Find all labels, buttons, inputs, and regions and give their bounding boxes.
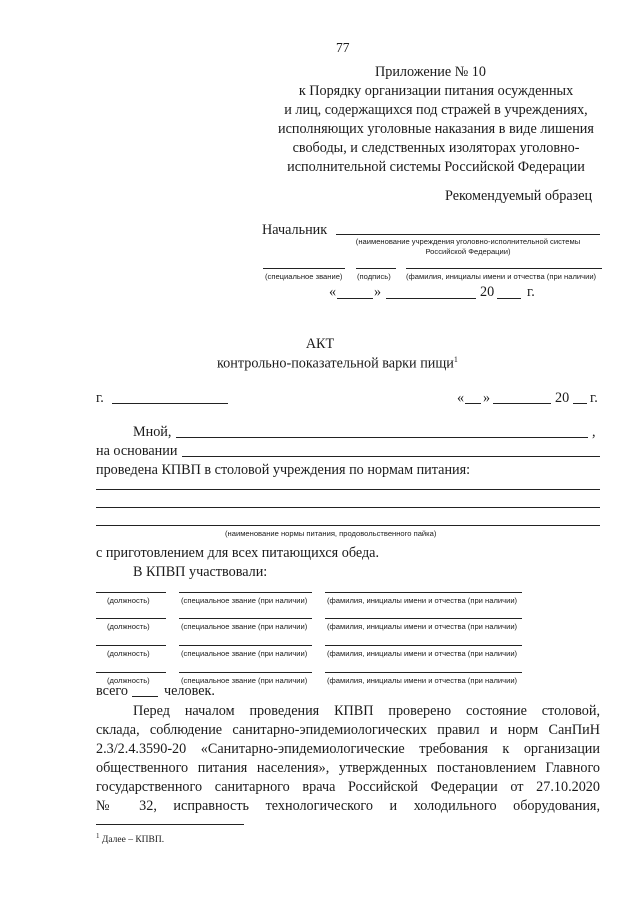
norm-line-3 [96, 525, 600, 526]
position-line [96, 592, 166, 593]
name-hint: (фамилия, инициалы имени и отчества (при наличии) [327, 622, 518, 631]
norm-line-1 [96, 489, 600, 490]
day-line [465, 403, 481, 404]
rank-line [179, 618, 312, 619]
paragraph-line-1: Перед началом проведения КПВП проверено состояние столовой, [133, 703, 600, 719]
total-suffix: человек. [164, 683, 215, 699]
cooking-text: с приготовлением для всех питающихся обеда. [96, 545, 380, 561]
approval-date-close: » [374, 284, 382, 300]
institution-hint-2: Российской Федерации) [425, 247, 511, 256]
rank-hint: (специальное звание (при наличии) [181, 649, 308, 658]
act-subtitle-text: контрольно-показательной варки пищи [217, 355, 454, 372]
date-close: » [483, 390, 491, 406]
name-hint: (фамилия, инициалы имени и отчества (при наличии) [327, 676, 518, 685]
page-number: 77 [336, 40, 350, 55]
by-me-label: Мной, [133, 424, 172, 440]
rank-line [179, 592, 312, 593]
appendix-title: Приложение № 10 [375, 64, 486, 80]
rank-hint: (специальное звание) [265, 272, 343, 281]
chief-label: Начальник [262, 222, 328, 238]
conducted-text: проведена КПВП в столовой учреждения по нормам питания: [96, 462, 471, 478]
position-hint: (должность) [107, 622, 150, 631]
norm-line-2 [96, 507, 600, 508]
date-open: « [457, 390, 465, 406]
appendix-line-3: исполняющих уголовные наказания в виде лишения [278, 121, 594, 137]
name-line [325, 645, 522, 646]
appendix-line-5: исполнительной системы Российской Федерации [287, 159, 585, 175]
paragraph-line-6: № 32, исправность технологического и холодильного оборудования, [96, 798, 600, 814]
rank-hint: (специальное звание (при наличии) [181, 596, 308, 605]
approval-year-suffix: г. [527, 284, 535, 300]
recommended-sample: Рекомендуемый образец [445, 188, 593, 204]
paragraph-line-3: 2.3/2.4.3590-20 «Санитарно-эпидемиологические требования к организации [96, 741, 600, 757]
rank-hint: (специальное звание (при наличии) [181, 622, 308, 631]
paragraph-line-5: государственного санитарного врача Российской Федерации от 27.10.2020 [96, 779, 600, 795]
approval-date-open: « [329, 284, 337, 300]
year-prefix: 20 [555, 390, 570, 406]
act-footnote-mark: 1 [453, 355, 458, 364]
basis-line [182, 456, 600, 457]
approval-day-line [337, 298, 373, 299]
footnote-text: Далее – КПВП. [101, 835, 165, 846]
by-me-line [176, 437, 588, 438]
appendix-line-1: к Порядку организации питания осужденных [298, 83, 574, 99]
name-line [325, 618, 522, 619]
position-line [96, 672, 166, 673]
by-me-comma: , [592, 424, 596, 440]
approval-month-line [386, 298, 476, 299]
year-suffix: г. [590, 390, 598, 406]
name-line [325, 672, 522, 673]
footnote-mark: 1 [96, 832, 100, 840]
city-line [112, 403, 228, 404]
name-hint: (фамилия, инициалы имени и отчества (при наличии) [327, 649, 518, 658]
signature-hint: (подпись) [357, 272, 391, 281]
footnote [96, 832, 164, 845]
rank-line [179, 645, 312, 646]
total-prefix: всего [96, 683, 128, 699]
paragraph-line-4: общественного питания населения», утвержденных постановлением Главного [96, 760, 600, 776]
position-hint: (должность) [107, 649, 150, 658]
rank-hint: (специальное звание (при наличии) [181, 676, 308, 685]
city-prefix: г. [96, 390, 104, 406]
position-hint: (должность) [107, 596, 150, 605]
approval-year-prefix: 20 [480, 284, 495, 300]
signature-line [356, 268, 396, 269]
approver-name-hint: (фамилия, инициалы имени и отчества (при наличии) [406, 272, 597, 281]
footnote-separator [96, 824, 244, 825]
position-line [96, 618, 166, 619]
appendix-line-2: и лиц, содержащихся под стражей в учреждениях, [284, 102, 588, 118]
rank-line [179, 672, 312, 673]
norm-hint: (наименование нормы питания, продовольственного пайка) [225, 529, 437, 538]
participants-text: В КПВП участвовали: [133, 564, 268, 580]
act-subtitle [217, 355, 458, 373]
institution-hint-1: (наименование учреждения уголовно-исполнительной системы [355, 237, 581, 246]
year-line [573, 403, 587, 404]
position-hint: (должность) [107, 676, 150, 685]
appendix-line-4: свободы, и следственных изоляторах уголовно- [292, 140, 580, 156]
month-line [493, 403, 551, 404]
act-title: АКТ [305, 336, 335, 352]
name-hint: (фамилия, инициалы имени и отчества (при наличии) [327, 596, 518, 605]
position-line [96, 645, 166, 646]
rank-line [263, 268, 345, 269]
basis-label: на основании [96, 443, 178, 459]
institution-line [336, 234, 600, 235]
paragraph-line-2: склада, соблюдение санитарно-эпидемиологических правил и норм СанПиН [96, 722, 600, 738]
approver-name-line [406, 268, 602, 269]
approval-year-line [497, 298, 521, 299]
total-count-line [132, 696, 158, 697]
name-line [325, 592, 522, 593]
